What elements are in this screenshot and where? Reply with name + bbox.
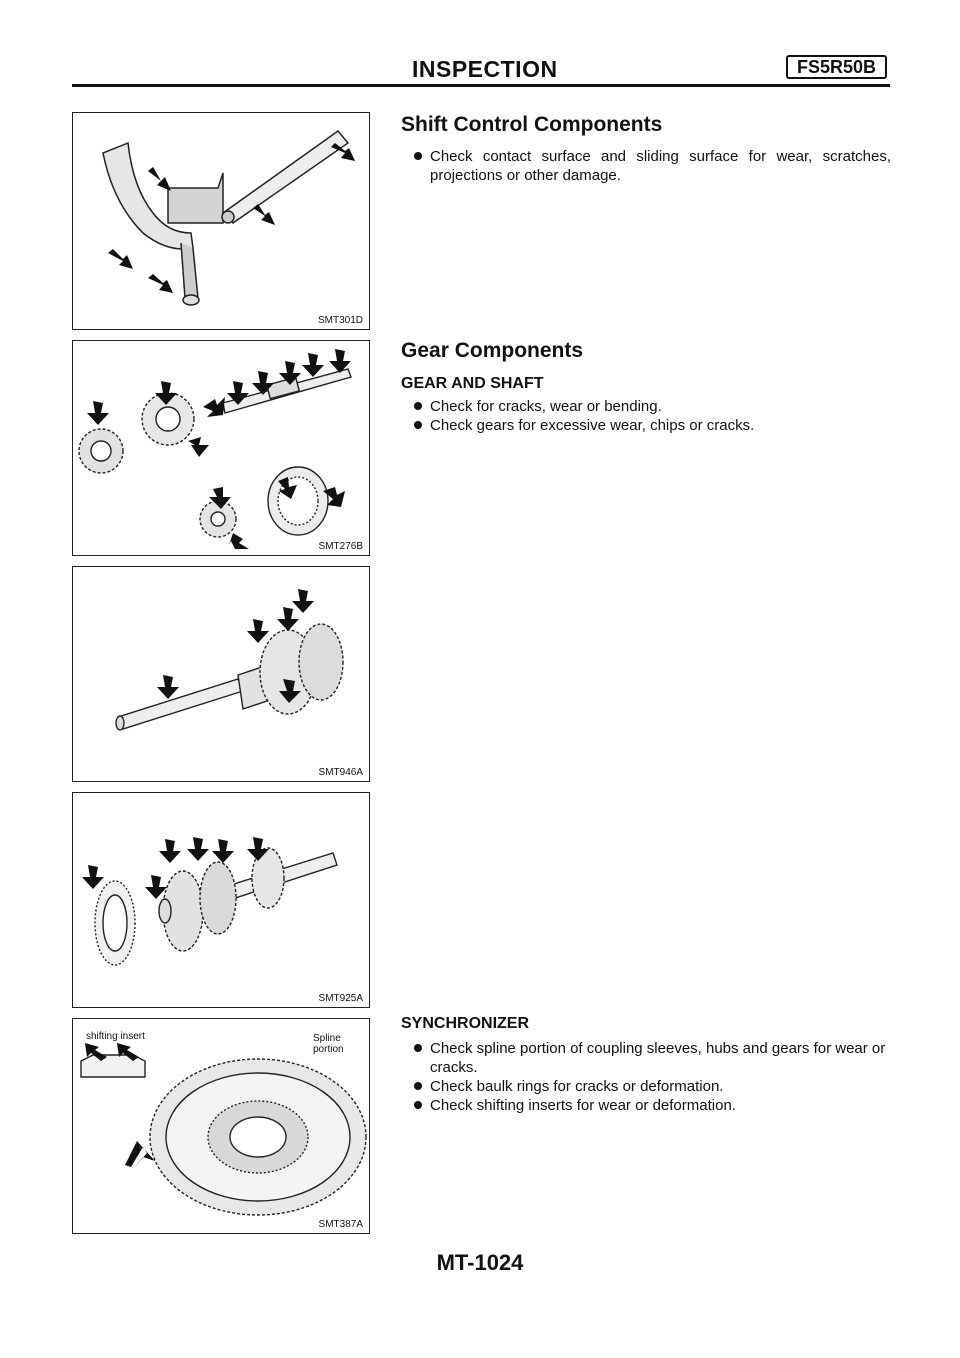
synchronizer-bullets <box>413 1039 891 1115</box>
page-number: MT-1024 <box>436 1250 524 1275</box>
label-shifting-insert: shifting insert <box>86 1031 145 1042</box>
model-code-badge: FS5R50B <box>786 55 887 79</box>
counter-gear-illustration <box>73 793 370 1008</box>
shift-control-bullets <box>413 147 891 185</box>
section-title-shift-control: Shift Control Components <box>401 113 663 136</box>
figure-code: SMT301D <box>317 315 363 326</box>
bullet-item: Check contact surface and sliding surface for wear, scratches, projections or other damage. <box>413 147 891 185</box>
page-title: INSPECTION <box>412 56 558 82</box>
figure-shift-fork <box>72 112 370 330</box>
figure-gear-components <box>72 340 370 556</box>
section-title-gear-components: Gear Components <box>401 339 584 362</box>
figure-synchronizer <box>72 1018 370 1234</box>
gear-set-illustration <box>73 341 370 556</box>
header-rule <box>72 84 890 87</box>
figure-mainshaft <box>72 566 370 782</box>
figure-code: SMT276B <box>318 541 363 552</box>
figure-code: SMT387A <box>318 1219 363 1230</box>
figure-code: SMT925A <box>318 993 363 1004</box>
bullet-item: Check gears for excessive wear, chips or cracks. <box>413 416 891 435</box>
subsection-title-synchronizer: SYNCHRONIZER <box>401 1015 530 1032</box>
gear-shaft-bullets <box>413 397 891 435</box>
label-spline-portion: Spline portion <box>313 1033 344 1055</box>
bullet-item: Check spline portion of coupling sleeves, hubs and gears for wear or cracks. <box>413 1039 891 1077</box>
shift-fork-illustration <box>73 113 370 330</box>
bullet-item: Check for cracks, wear or bending. <box>413 397 891 416</box>
bullet-item: Check shifting inserts for wear or deformation. <box>413 1096 891 1115</box>
figure-counter-gear <box>72 792 370 1008</box>
bullet-item: Check baulk rings for cracks or deformation. <box>413 1077 891 1096</box>
figure-code: SMT946A <box>318 767 363 778</box>
mainshaft-illustration <box>73 567 370 782</box>
subsection-title-gear-shaft: GEAR AND SHAFT <box>401 375 544 392</box>
